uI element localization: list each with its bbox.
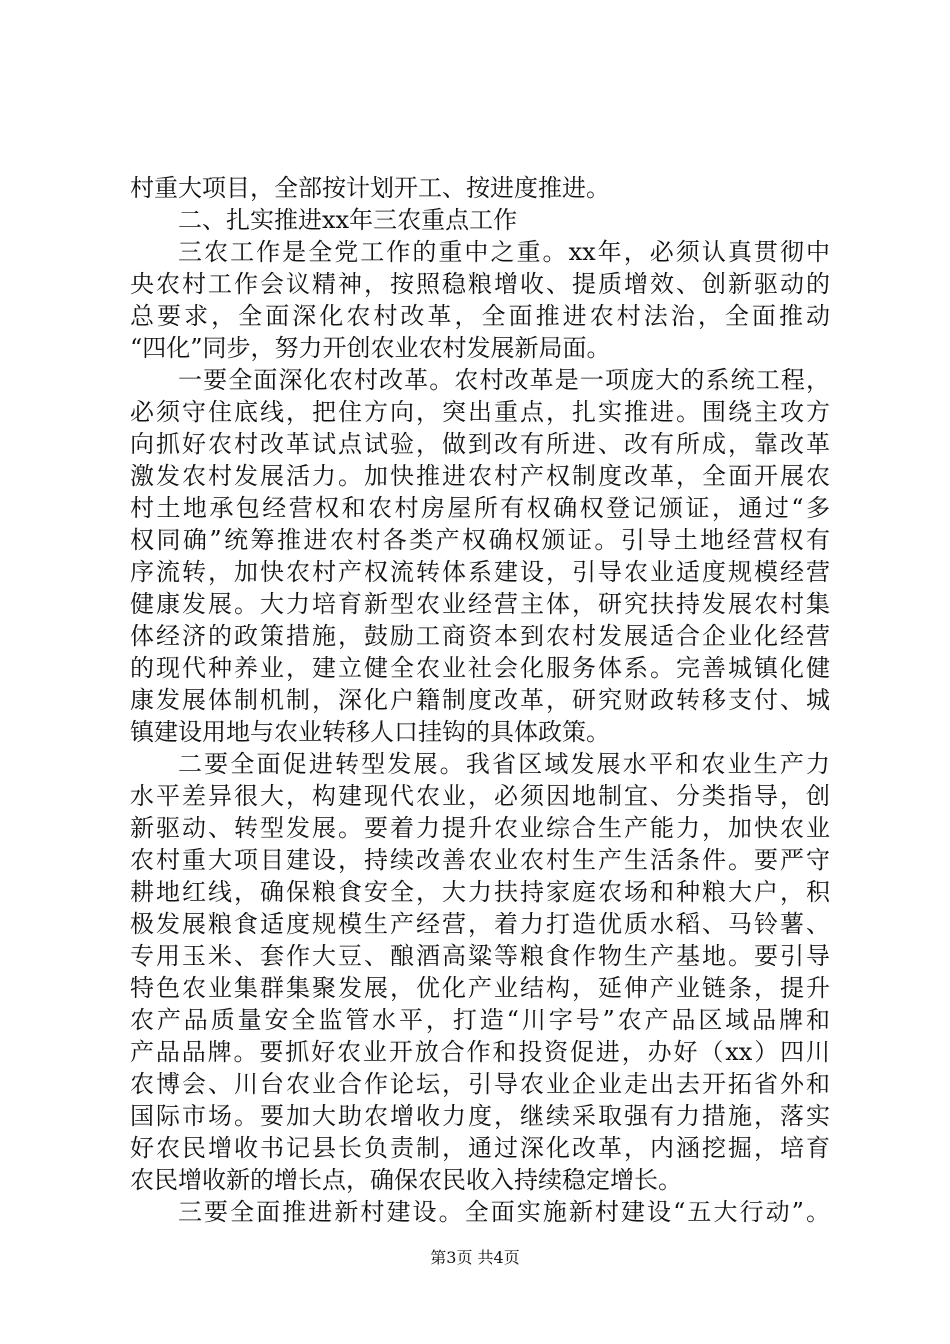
text-line: 体经济的政策措施，鼓励工商资本到农村发展适合企业化经营	[130, 622, 830, 650]
text-line: 央农村工作会议精神，按照稳粮增收、提质增效、创新驱动的	[130, 270, 830, 298]
text-line: 一要全面深化农村改革。农村改革是一项庞大的系统工程，	[178, 366, 830, 394]
text-line: 三农工作是全党工作的重中之重。xx年，必须认真贯彻中	[178, 238, 830, 266]
text-line: 特色农业集群集聚发展，优化产业结构，延伸产业链条，提升	[130, 974, 830, 1002]
document-body	[130, 172, 830, 1228]
text-line: 二、扎实推进xx年三农重点工作	[178, 206, 518, 234]
text-line: 必须守住底线，把住方向，突出重点，扎实推进。围绕主攻方	[130, 398, 830, 426]
page-footer: 第3页 共4页	[430, 1248, 520, 1267]
text-line: 村重大项目，全部按计划开工、按进度推进。	[130, 174, 610, 202]
text-line: 权同确”统筹推进农村各类产权确权颁证。引导土地经营权有	[130, 526, 830, 554]
text-line: 农产品质量安全监管水平，打造“川字号”农产品区域品牌和	[130, 1006, 830, 1034]
text-line: 总要求，全面深化农村改革，全面推进农村法治，全面推动	[130, 302, 830, 330]
text-line: 激发农村发展活力。加快推进农村产权制度改革，全面开展农	[130, 462, 830, 490]
text-line: 水平差异很大，构建现代农业，必须因地制宜、分类指导，创	[130, 782, 830, 810]
text-line: 序流转，加快农村产权流转体系建设，引导农业适度规模经营	[130, 558, 830, 586]
text-line: 农博会、川台农业合作论坛，引导农业企业走出去开拓省外和	[130, 1070, 830, 1098]
text-line: 农民增收新的增长点，确保农民收入持续稳定增长。	[130, 1166, 682, 1194]
text-line: 耕地红线，确保粮食安全，大力扶持家庭农场和种粮大户，积	[130, 878, 830, 906]
text-line: 镇建设用地与农业转移人口挂钩的具体政策。	[130, 718, 610, 746]
text-line: 二要全面促进转型发展。我省区域发展水平和农业生产力	[178, 750, 830, 778]
text-line: 的现代种养业，建立健全农业社会化服务体系。完善城镇化健	[130, 654, 830, 682]
text-line: 三要全面推进新村建设。全面实施新村建设“五大行动”。	[178, 1198, 830, 1226]
text-line: 国际市场。要加大助农增收力度，继续采取强有力措施，落实	[130, 1102, 830, 1130]
text-line: 好农民增收书记县长负责制，通过深化改革，内涵挖掘，培育	[130, 1134, 830, 1162]
text-line: 极发展粮食适度规模生产经营，着力打造优质水稻、马铃薯、	[130, 910, 830, 938]
text-line: 健康发展。大力培育新型农业经营主体，研究扶持发展农村集	[130, 590, 830, 618]
text-line: 农村重大项目建设，持续改善农业农村生产生活条件。要严守	[130, 846, 830, 874]
text-line: 专用玉米、套作大豆、酿酒高粱等粮食作物生产基地。要引导	[130, 942, 830, 970]
text-line: 产品品牌。要抓好农业开放合作和投资促进，办好（xx）四川	[130, 1038, 830, 1066]
text-line: 康发展体制机制，深化户籍制度改革，研究财政转移支付、城	[130, 686, 830, 714]
text-line: 新驱动、转型发展。要着力提升农业综合生产能力，加快农业	[130, 814, 830, 842]
text-line: 向抓好农村改革试点试验，做到改有所进、改有所成，靠改革	[130, 430, 830, 458]
text-line: “四化”同步，努力开创农业农村发展新局面。	[130, 334, 611, 362]
text-line: 村土地承包经营权和农村房屋所有权确权登记颁证，通过“多	[130, 494, 830, 522]
